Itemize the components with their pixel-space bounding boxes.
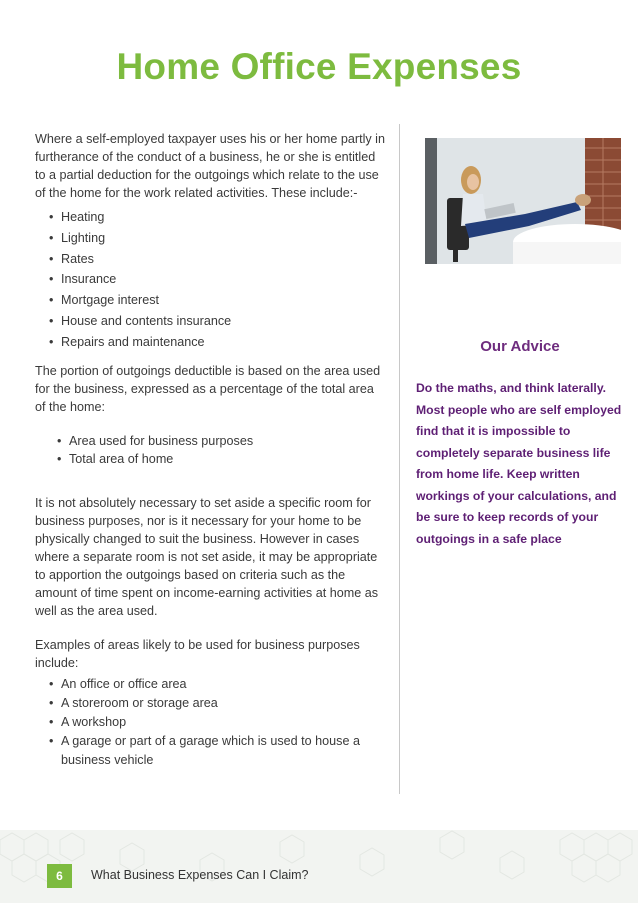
page-number-badge: 6	[47, 864, 72, 888]
separate-room-paragraph: It is not absolutely necessary to set aside a specific room for business purposes, nor is it necessary for your home to be physically changed to suit the business. However in cases where a separate room is not set aside, it may be appropriate to apportion the outgoings based on criteria such as the amount of time spent on income-earning activities at home as well as the area used.	[35, 495, 379, 618]
hexagon-pattern	[0, 830, 638, 903]
portion-paragraph: The portion of outgoings deductible is based on the area used for the business, expressed as a percentage of the total area of the home:	[35, 363, 381, 414]
list-item: • Lighting	[49, 228, 385, 249]
intro-paragraph: Where a self-employed taxpayer uses his or her home partly in furtherance of the conduct of a business, he or she is entitled to a partial deduction for the outgoings which relate to the use of the home for the work related activities. These include:-	[35, 132, 385, 200]
column-divider	[399, 124, 400, 794]
list-item: • House and contents insurance	[49, 311, 385, 332]
list-item: • A garage or part of a garage which is used to house a business vehicle	[49, 732, 385, 770]
list-item: • Mortgage interest	[49, 290, 385, 311]
list-item: • A storeroom or storage area	[49, 694, 385, 713]
outgoings-list	[49, 207, 385, 353]
list-item: • Heating	[49, 207, 385, 228]
examples-list	[49, 675, 385, 770]
list-item: • Area used for business purposes	[57, 432, 385, 450]
main-content	[35, 130, 385, 770]
advice-heading: Our Advice	[480, 338, 560, 355]
list-item: • Rates	[49, 249, 385, 270]
page-title: Home Office Expenses	[116, 46, 522, 87]
areas-list	[57, 432, 385, 468]
footer-title: What Business Expenses Can I Claim?	[91, 868, 309, 882]
examples-intro: Examples of areas likely to be used for business purposes include:	[35, 637, 360, 670]
woman-with-laptop-photo	[425, 138, 621, 264]
list-item: • Repairs and maintenance	[49, 332, 385, 353]
list-item: • A workshop	[49, 713, 385, 732]
footer-band	[0, 830, 638, 903]
list-item: • Total area of home	[57, 450, 385, 468]
list-item: • Insurance	[49, 269, 385, 290]
advice-body: Do the maths, and think laterally. Most people who are self employed find that it is impossible to completely separate business life from home life. Keep written workings of your calculations, and be sure to keep records of your outgoings in a safe place	[416, 381, 622, 546]
list-item: • An office or office area	[49, 675, 385, 694]
